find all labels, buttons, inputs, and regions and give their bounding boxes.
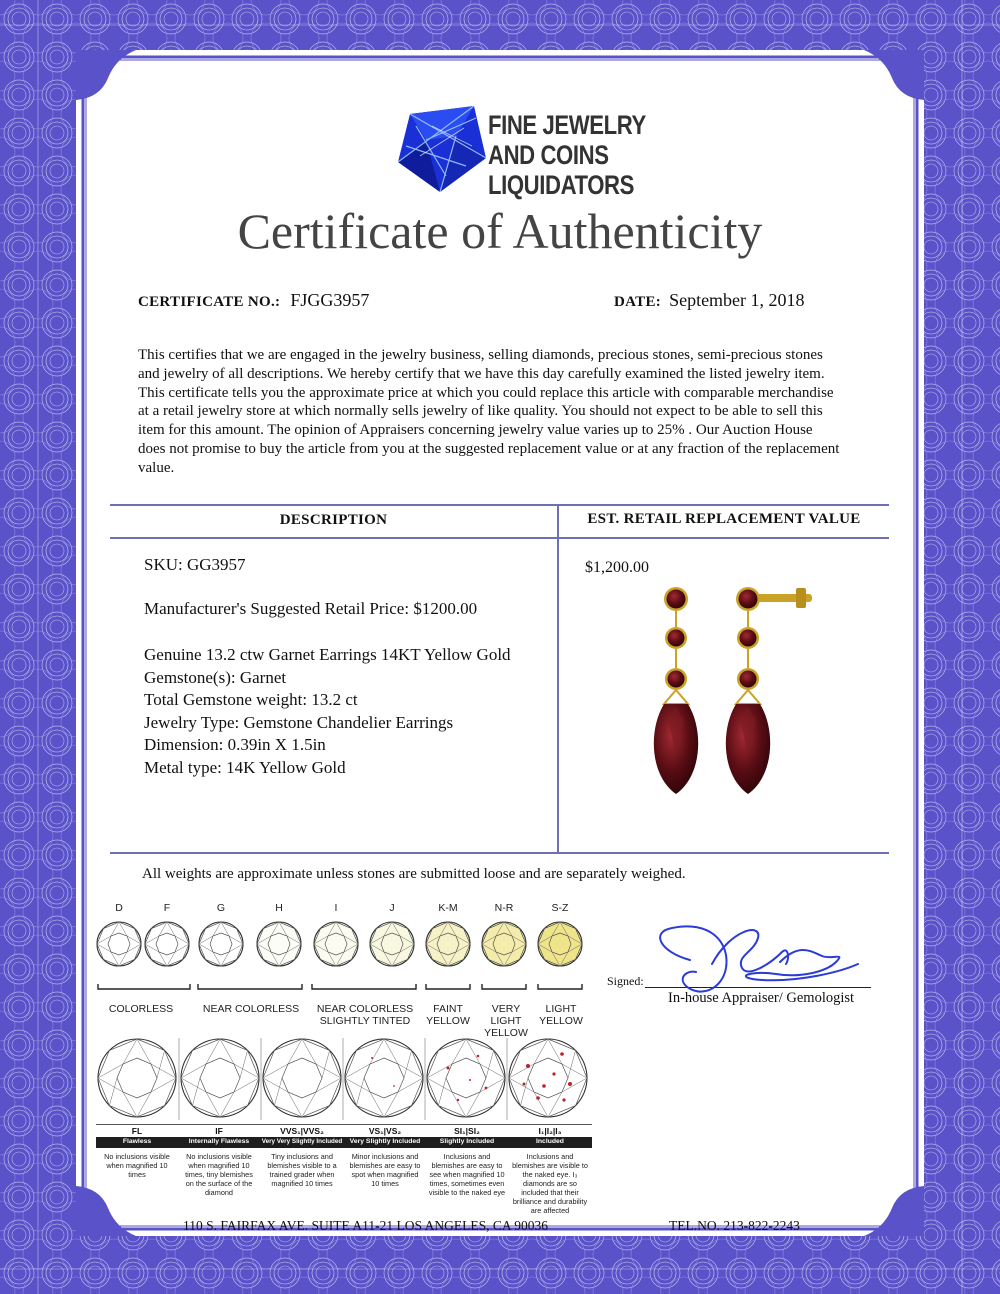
sku: SKU: GG3957 bbox=[144, 555, 246, 574]
clarity-name: Slightly Included bbox=[439, 1138, 495, 1145]
color-group-label: NEAR COLORLESS bbox=[202, 1003, 300, 1015]
intro-line: does not promise to buy the article from you at the suggested replacement value or at any fraction of the replacement bbox=[138, 440, 840, 457]
gem-logo-icon bbox=[396, 106, 488, 192]
clarity-code: VS₁|VS₂ bbox=[368, 1126, 402, 1136]
footer-address: 110 S. FAIRFAX AVE. SUITE A11-21 LOS ANGELES, CA 90036 bbox=[183, 1218, 549, 1233]
certificate-number: FJGG3957 bbox=[290, 290, 370, 310]
page-title: Certificate of Authenticity bbox=[237, 203, 763, 259]
logo-line-1: FINE JEWELRY bbox=[488, 110, 646, 140]
detail-line: Genuine 13.2 ctw Garnet Earrings 14KT Yellow Gold bbox=[144, 645, 511, 664]
color-grade-letter: S-Z bbox=[551, 902, 569, 914]
value-header: EST. RETAIL REPLACEMENT VALUE bbox=[587, 511, 861, 527]
logo-line-2: AND COINS bbox=[488, 140, 609, 170]
detail-line: Jewelry Type: Gemstone Chandelier Earrings bbox=[144, 712, 454, 732]
footer-phone: TEL.NO. 213-822-2243 bbox=[669, 1218, 800, 1233]
color-grade-letter: H bbox=[275, 902, 283, 914]
intro-line: This certifies that we are engaged in the jewelry business, selling diamonds, precious stones, semi-precious stones bbox=[138, 347, 823, 363]
certificate-number-row bbox=[138, 290, 369, 311]
weights-note: All weights are approximate unless stones are submitted loose and are separately weighed. bbox=[142, 866, 686, 882]
table-divider bbox=[557, 504, 559, 853]
color-grade-diamonds bbox=[92, 914, 592, 994]
color-group-label: NEAR COLORLESS SLIGHTLY TINTED bbox=[316, 1003, 414, 1027]
color-grade-letter: J bbox=[389, 902, 395, 914]
detail-line: Metal type: 14K Yellow Gold bbox=[144, 757, 346, 777]
color-grade-letter: F bbox=[163, 902, 171, 914]
clarity-code: VVS₁|VVS₂ bbox=[280, 1126, 324, 1136]
intro-line: This certificate tells you the approximate price at which you could replace this article with comparable merchandise bbox=[138, 384, 834, 401]
intro-line: and jewelry of all descriptions. We hereby certify that we have this day carefully examined the listed jewelry item. bbox=[138, 365, 825, 382]
color-grade-letter: K-M bbox=[438, 902, 458, 914]
clarity-name: Very Slightly Included bbox=[349, 1138, 421, 1145]
color-grade-letter: N-R bbox=[494, 902, 514, 914]
garnet-earrings-image bbox=[620, 580, 840, 810]
signature-title: In-house Appraiser/ Gemologist bbox=[668, 990, 855, 1006]
detail-line: Dimension: 0.39in X 1.5in bbox=[144, 735, 326, 754]
intro-line: value. bbox=[138, 459, 175, 476]
intro-line: at a retail jewelry store at which normally sells jewelry of like quality. You should not expect to be able to sell this bbox=[138, 403, 823, 420]
detail-line: Total Gemstone weight: 13.2 ct bbox=[144, 690, 358, 709]
certificate-date: September 1, 2018 bbox=[669, 290, 805, 310]
clarity-name: Internally Flawless bbox=[188, 1138, 250, 1145]
clarity-desc: Tiny inclusions and blemishes visible to a trained grader when magnified 10 times bbox=[267, 1152, 337, 1188]
clarity-code: SI₁|SI₂ bbox=[454, 1126, 480, 1136]
clarity-code: I₁|I₂|I₃ bbox=[538, 1126, 562, 1136]
clarity-name: Included bbox=[536, 1138, 564, 1145]
detail-line: Gemstone(s): Garnet bbox=[144, 667, 287, 687]
clarity-name: Very Very Slightly Included bbox=[261, 1138, 343, 1145]
clarity-desc: Inclusions and blemishes are easy to see when magnified 10 times, sometimes even visible to the naked eye bbox=[428, 1152, 506, 1197]
table-bottom-rule bbox=[110, 852, 889, 854]
color-group-label: FAINT YELLOW bbox=[426, 1003, 470, 1027]
msrp: Manufacturer's Suggested Retail Price: $1200.00 bbox=[144, 599, 478, 618]
item-details bbox=[144, 644, 511, 779]
clarity-desc: No inclusions visible when magnified 10 times, tiny blemishes on the surface of the diamond bbox=[185, 1152, 253, 1197]
color-grade-letter: G bbox=[216, 902, 226, 914]
certificate-number-label: CERTIFICATE NO.: bbox=[138, 294, 281, 310]
intro-paragraph bbox=[138, 346, 878, 478]
color-group-label: COLORLESS bbox=[108, 1003, 174, 1015]
clarity-code: IF bbox=[215, 1126, 223, 1136]
description-header: DESCRIPTION bbox=[279, 512, 388, 528]
color-group-label: VERY LIGHT YELLOW bbox=[484, 1003, 528, 1039]
clarity-desc: No inclusions visible when magnified 10 times bbox=[104, 1152, 170, 1179]
color-grade-letter: I bbox=[334, 902, 338, 914]
clarity-desc: Minor inclusions and blemishes are easy to spot when magnified 10 times bbox=[349, 1152, 421, 1188]
table-top-rule bbox=[110, 504, 889, 506]
color-grade-letter: D bbox=[115, 902, 123, 914]
clarity-diamonds bbox=[96, 1034, 592, 1124]
date-row bbox=[614, 290, 805, 311]
retail-value: $1,200.00 bbox=[585, 559, 649, 576]
logo-line-3: LIQUIDATORS bbox=[488, 170, 634, 200]
color-group-label: LIGHT YELLOW bbox=[539, 1003, 583, 1027]
clarity-desc: Inclusions and blemishes are visible to the naked eye. I₃ diamonds are so included that their brilliance and durability are affected bbox=[512, 1152, 588, 1215]
table-header-rule bbox=[110, 537, 889, 539]
clarity-labels bbox=[96, 1124, 592, 1214]
clarity-code: FL bbox=[131, 1126, 143, 1136]
clarity-name: Flawless bbox=[122, 1138, 152, 1145]
date-label: DATE: bbox=[614, 294, 662, 310]
intro-line: item for this amount. The opinion of Appraisers concerning jewelry value varies up to 25% . Our Auction House bbox=[138, 422, 813, 439]
signed-label: Signed: bbox=[607, 974, 644, 988]
